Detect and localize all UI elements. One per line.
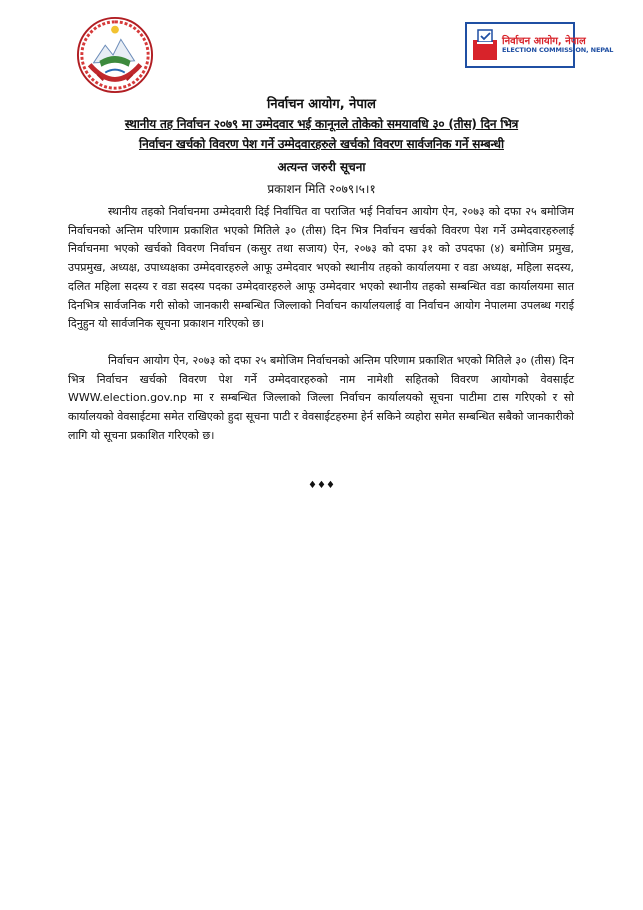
nepal-emblem-icon [76,16,154,94]
logo-text-nepali: निर्वाचन आयोग, नेपाल [502,35,586,47]
office-heading: निर्वाचन आयोग, नेपाल [267,97,376,112]
logo-text-english: ELECTION COMMISSION, NEPAL [502,45,614,54]
separator-ornament: ♦♦♦ [308,480,335,491]
election-commission-logo [465,22,614,68]
subject-line-2: निर्वाचन खर्चको विवरण पेश गर्ने उम्मेदवारहरुले खर्चको विवरण सार्वजनिक गर्ने सम्बन्धी [139,137,504,151]
notice-paragraph-1: स्थानीय तहको निर्वाचनमा उम्मेदवारी दिई निर्वाचित वा पराजित भई निर्वाचन आयोग ऐन, २०७३ को दफा २५ बमोजिम निर्वाचनको अन्तिम परिणाम प्रकाशित भएको मितिले ३० (तीस) दिन भित्र निर्वाचन खर्चको विवरण पेश गर्ने उम्मेदवारहरुलाई निर्वाचनमा भएको खर्चको विवरण निर्वाचन (कसुर तथा सजाय) ऐन, २०७३ को दफा ३१ को उपदफा (४) बमोजिम प्रमुख, उपप्रमुख, अध्यक्ष, उपाध्यक्षका उम्मेदवारहरुले आफू उम्मेदवार भएको स्थानीय तहको कार्यालयमा र वडा अध्यक्ष, महिला सदस्य, दलित महिला सदस्य र वडा सदस्य पदका उम्मेदवारहरुले आफू उम्मेदवार भएको स्थानीय तहको सम्बन्धित वडा कार्यालयमा सात दिनभित्र सार्वजनिक गरी सोको जानकारी सम्बन्धित जिल्लाको निर्वाचन कार्यालयलाई वा निर्वाचन आयोग नेपालमा उपलब्ध गराई दिनुहुन यो सार्वजनिक सूचना प्रकाशन गरिएको छ। [68,205,574,331]
notice-paragraph-2: निर्वाचन आयोग ऐन, २०७३ को दफा २५ बमोजिम निर्वाचनको अन्तिम परिणाम प्रकाशित भएको मितिले ३० (तीस) दिन भित्र निर्वाचन खर्चको विवरण पेश गर्ने उम्मेदवारहरुको नाम नामेशी सहितको विवरण आयोगको वेवसाईट WWW.election.gov.np मा र सम्बन्धित जिल्लाको जिल्ला निर्वाचन कार्यालयको सूचना पाटीमा टास गरिएको र सो कार्यालयको वेवसाईटमा समेत राखिएको हुदा सूचना पाटी र वेवसाईटहरुमा हेर्न सकिने व्यहोरा समेत सम्बन्धित सबैको जानकारीको लागि यो सूचना प्रकाशित गरिएको छ। [68,354,574,442]
subject-line-1: स्थानीय तह निर्वाचन २०७९ मा उम्मेदवार भई कानूनले तोकेको समयावधि ३० (तीस) दिन भित्र [124,117,519,131]
ballot-box-icon [471,28,499,62]
urgency-heading: अत्यन्त जरुरी सूचना [277,160,366,174]
publication-date: प्रकाशन मिति २०७९।५।१ [267,182,376,196]
